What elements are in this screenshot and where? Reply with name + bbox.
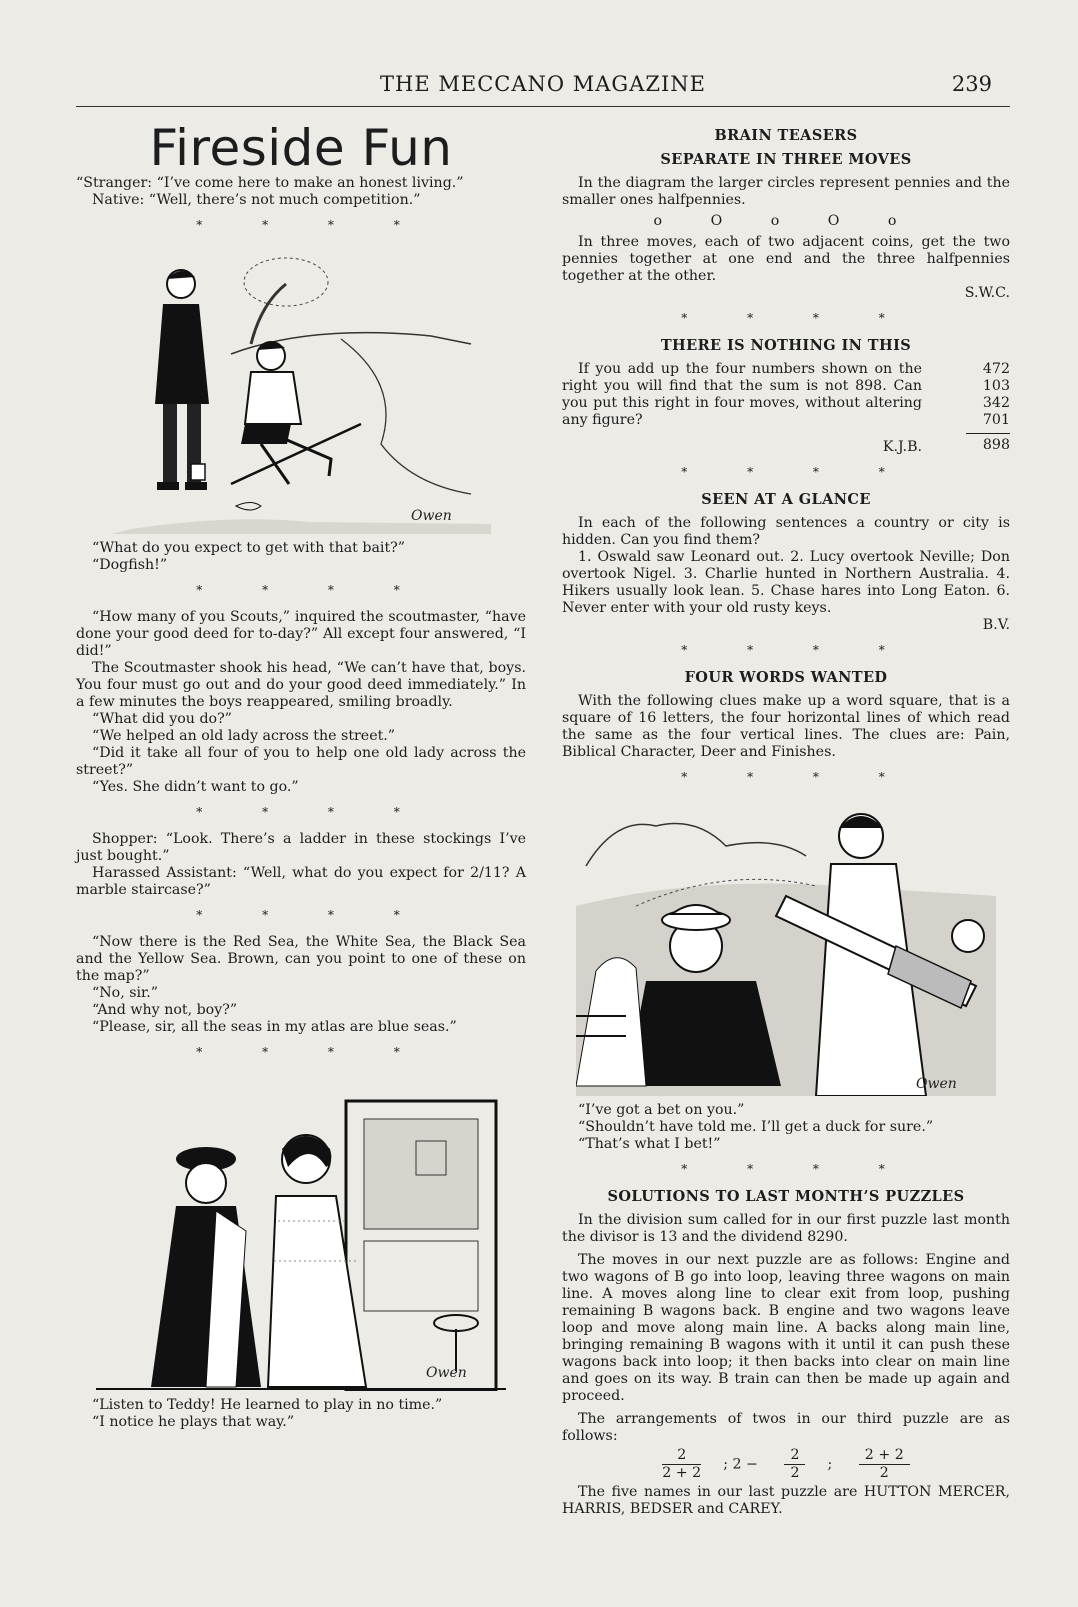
left-column: [76, 119, 526, 1431]
joke-line: Harassed Assistant: “Well, what do you expect for 2/11? A marble staircase?”: [76, 865, 526, 898]
cartoon-caption: “What do you expect to get with that bait?”: [92, 540, 406, 556]
sum-total: 898: [966, 433, 1010, 454]
magazine-title: THE MECCANO MAGAZINE: [380, 72, 706, 96]
solutions-heading: SOLUTIONS TO LAST MONTH’S PUZZLES: [607, 1188, 965, 1205]
sum-number: 103: [982, 378, 1010, 394]
fraction: [859, 1447, 910, 1482]
fraction-denominator: 2: [790, 1465, 800, 1481]
cartoon-signature: Owen: [411, 508, 452, 524]
joke-line: “Please, sir, all the seas in my atlas are blue seas.”: [92, 1019, 457, 1035]
solution-text: The arrangements of twos in our third puzzle are as follows:: [562, 1411, 1010, 1444]
cartoon-caption: “Shouldn’t have told me. I’ll get a duck for sure.”: [578, 1119, 934, 1135]
joke-line: “What did you do?”: [92, 711, 232, 727]
cartoon-signature: Owen: [426, 1365, 467, 1381]
joke-line: “Yes. She didn’t want to go.”: [92, 779, 299, 795]
fraction-prefix: 2 −: [732, 1456, 758, 1473]
page-number: 239: [951, 72, 992, 96]
cartoon-caption: “I notice he plays that way.”: [92, 1414, 295, 1430]
solution-text: The five names in our last puzzle are HUTTON MERCER, HARRIS, BEDSER and CAREY.: [562, 1484, 1010, 1517]
solution-text: In the division sum called for in our first puzzle last month the divisor is 13 and the dividend 8290.: [562, 1212, 1010, 1245]
coin-diagram: o O o O o: [653, 213, 919, 229]
cartoon-caption: “Dogfish!”: [92, 557, 168, 573]
section-heading: BRAIN TEASERS: [714, 127, 858, 144]
puzzle-signature: S.W.C.: [964, 285, 1010, 301]
solution-text: The moves in our next puzzle are as follows: Engine and two wagons of B go into loop, leaving three wagons on main line. A moves along line to clear exit from loop, pushing remaining B wagons back. B engine and two wagons leave loop and move along main line. A backs along main line, bringing remaining B wagons with it until it can push these wagons back into loop; it then backs into clear on main line and goes on its way. B train can then be made up again and proceed.: [562, 1252, 1010, 1404]
puzzle-heading: FOUR WORDS WANTED: [684, 669, 888, 686]
sum-number: 342: [982, 395, 1010, 411]
puzzle-heading: SEEN AT A GLANCE: [701, 491, 871, 508]
puzzle-heading: THERE IS NOTHING IN THIS: [660, 337, 912, 354]
puzzle-text: In the diagram the larger circles represent pennies and the smaller ones halfpennies.: [562, 175, 1010, 208]
sum-numbers: [966, 361, 1010, 456]
fraction: [784, 1447, 805, 1482]
separator-stars: * * * *: [196, 218, 428, 232]
fraction-numerator: 2: [784, 1447, 805, 1465]
fraction-numerator: 2 + 2: [859, 1447, 910, 1465]
puzzle-sentences: 1. Oswald saw Leonard out. 2. Lucy overtook Neville; Don overtook Nigel. 3. Charlie hunted in Northern Australia. 4. Hikers usually look lean. 5. Chase hares into Long Eaton. 6. Never enter with your old rusty keys.: [562, 549, 1010, 616]
separator-stars: * * * *: [681, 1162, 913, 1176]
right-column: [562, 124, 1010, 1518]
sum-number: 472: [982, 361, 1010, 377]
separator-stars: * * * *: [196, 583, 428, 597]
cartoon-caption: “Listen to Teddy! He learned to play in no time.”: [92, 1397, 443, 1413]
separator-stars: * * * *: [681, 465, 913, 479]
puzzle-text: In three moves, each of two adjacent coins, get the two pennies together at one end and the three halfpennies together at the other.: [562, 234, 1010, 284]
fraction-suffix: ;: [827, 1456, 833, 1473]
puzzle-text: With the following clues make up a word square, that is a square of 16 letters, the four horizontal lines of which read the same as the four vertical lines. The clues are: Pain, Biblical Character, Deer and Finishes.: [562, 693, 1010, 760]
separator-stars: * * * *: [196, 1045, 428, 1059]
fraction-denominator: 2 + 2: [662, 1465, 702, 1481]
joke-line: “Now there is the Red Sea, the White Sea, the Black Sea and the Yellow Sea. Brown, can you point to one of these on the map?”: [76, 934, 526, 984]
fraction-suffix: ;: [723, 1456, 728, 1473]
joke-line: “How many of you Scouts,” inquired the scoutmaster, “have done your good deed for to-day?” All except four answered, “I did!”: [76, 609, 526, 659]
separator-stars: * * * *: [196, 908, 428, 922]
fraction-denominator: 2: [879, 1465, 889, 1481]
puzzle-text: In each of the following sentences a country or city is hidden. Can you find them?: [562, 515, 1010, 548]
page-title: Fireside Fun: [149, 119, 453, 177]
joke-line: “Stranger: “I’ve come here to make an honest living.”: [76, 175, 464, 191]
separator-stars: * * * *: [681, 643, 913, 657]
puzzle-signature: K.J.B.: [882, 439, 922, 455]
cartoon-fishing-illustration: [111, 244, 491, 534]
puzzle-heading: SEPARATE IN THREE MOVES: [660, 151, 912, 168]
cartoon-caption: “That’s what I bet!”: [578, 1136, 721, 1152]
joke-line: “We helped an old lady across the street.”: [92, 728, 396, 744]
puzzle-text: If you add up the four numbers shown on the right you will find that the sum is not 898. Can you put this right in four moves, without altering any figure?: [562, 361, 922, 428]
separator-stars: * * * *: [196, 805, 428, 819]
fraction: [662, 1447, 701, 1482]
puzzle-signature: B.V.: [982, 617, 1010, 633]
sum-number: 701: [982, 412, 1010, 428]
joke-line: “Did it take all four of you to help one old lady across the street?”: [76, 745, 526, 778]
cartoon-cricket-illustration: [576, 796, 996, 1096]
cartoon-caption: “I’ve got a bet on you.”: [578, 1102, 745, 1118]
cartoon-women-illustration: [96, 1071, 506, 1391]
joke-line: “And why not, boy?”: [92, 1002, 238, 1018]
joke-line: Shopper: “Look. There’s a ladder in these stockings I’ve just bought.”: [76, 831, 526, 864]
sum-puzzle: [562, 361, 1010, 456]
separator-stars: * * * *: [681, 311, 913, 325]
fraction-numerator: 2: [662, 1447, 701, 1465]
joke-line: Native: “Well, there’s not much competition.”: [92, 192, 421, 208]
page-header: [76, 72, 1010, 107]
cartoon-signature: Owen: [916, 1076, 957, 1092]
separator-stars: * * * *: [681, 770, 913, 784]
joke-line: “No, sir.”: [92, 985, 159, 1001]
joke-line: The Scoutmaster shook his head, “We can’t have that, boys. You four must go out and do your good deed immediately.” In a few minutes the boys reappeared, smiling broadly.: [76, 660, 526, 710]
fraction-arrangements: [562, 1447, 1010, 1482]
